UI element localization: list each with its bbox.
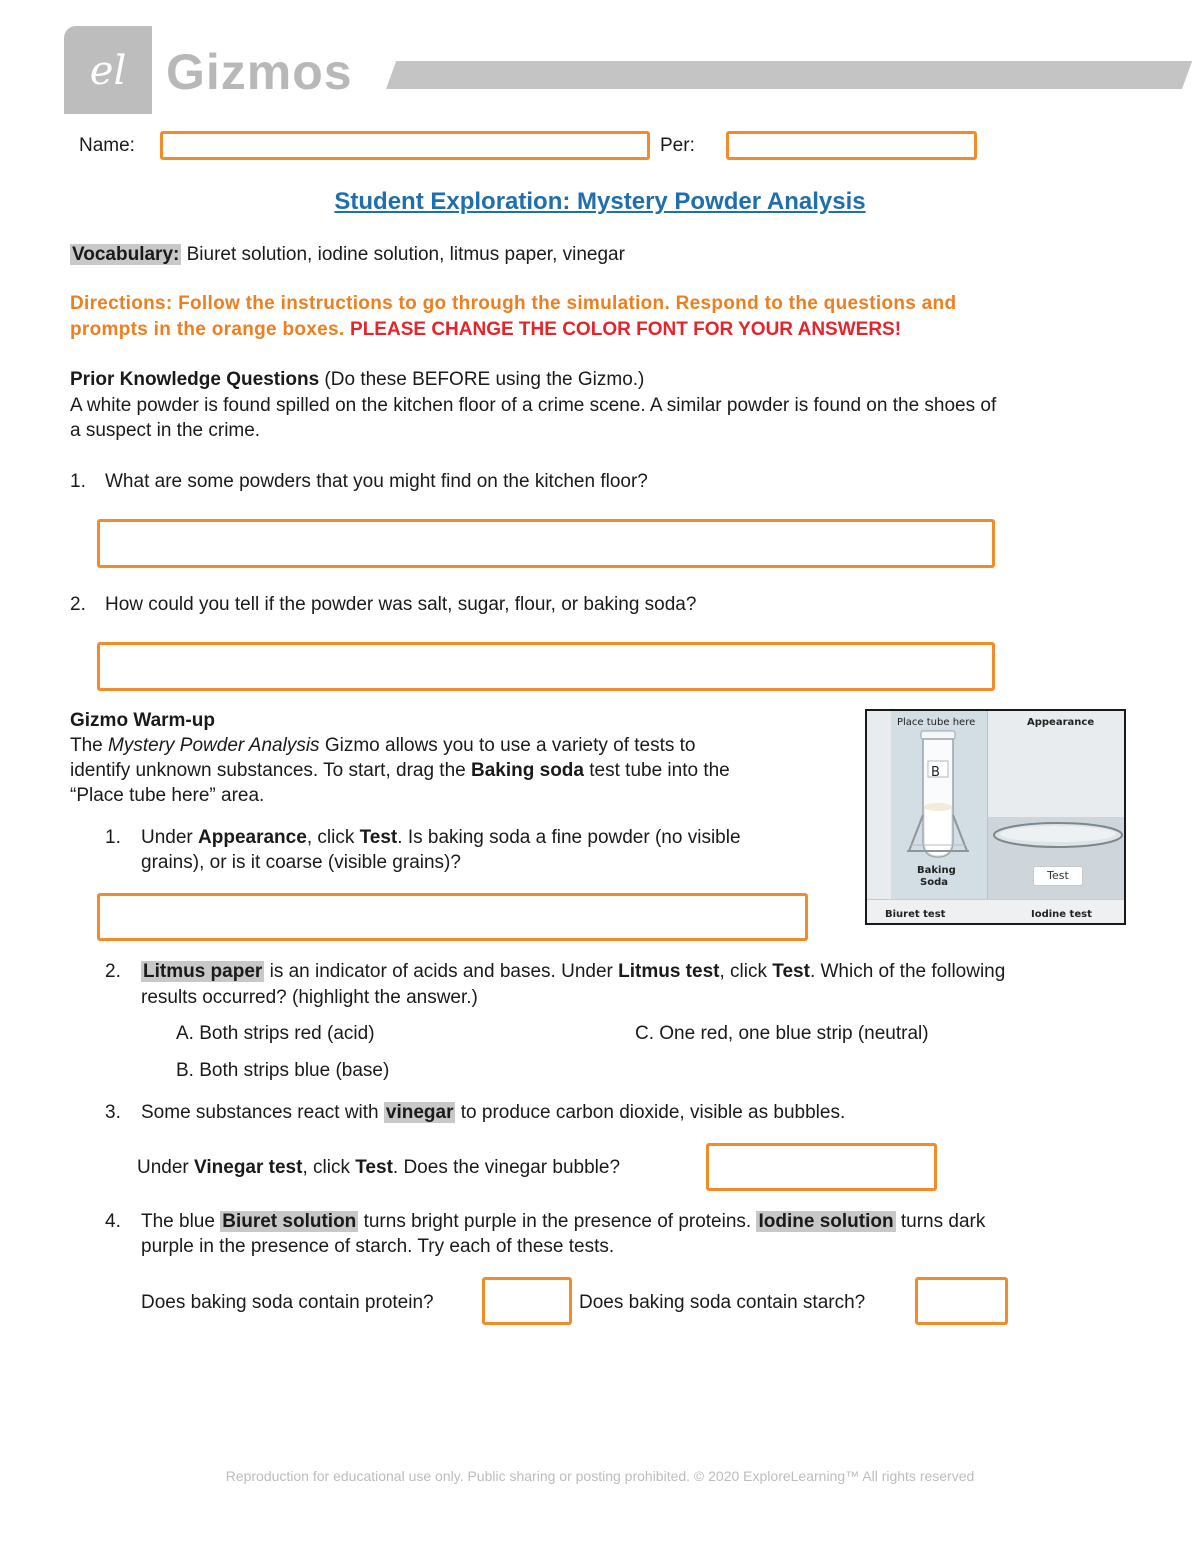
warmup-intro-line-1 <box>70 734 696 758</box>
warmup-intro-text: test tube into the <box>583 760 730 781</box>
litmus-paper-term: Litmus paper <box>143 961 263 982</box>
q2-text: , click <box>719 961 773 982</box>
warmup-intro-text: identify unknown substances. To start, drag the <box>70 760 471 781</box>
test-term: Test <box>355 1157 393 1178</box>
gizmo-screenshot <box>865 709 1126 925</box>
warmup-q3-line-2 <box>137 1156 620 1180</box>
test-term: Test <box>772 961 810 982</box>
directions-line-1: Directions: Follow the instructions to go through the simulation. Respond to the questions and <box>70 293 957 314</box>
name-field[interactable] <box>160 131 650 160</box>
q3-text: Some substances react with <box>141 1102 384 1123</box>
vinegar-answer-box[interactable] <box>706 1143 937 1191</box>
q3-text: to produce carbon dioxide, visible as bubbles. <box>455 1102 846 1123</box>
q4-text: turns dark <box>895 1211 986 1232</box>
baking-soda-term: Baking soda <box>471 760 584 781</box>
warmup-q3-line-1 <box>141 1101 845 1125</box>
q3-text: , click <box>302 1157 356 1178</box>
warmup-intro-line-3: “Place tube here” area. <box>70 785 265 806</box>
biuret-solution-term: Biuret solution <box>222 1211 357 1232</box>
tube-letter: B <box>931 765 940 780</box>
appearance-test-button[interactable]: Test <box>1033 866 1083 886</box>
per-field[interactable] <box>726 131 977 160</box>
vocabulary-terms: Biuret solution, iodine solution, litmus paper, vinegar <box>181 244 625 265</box>
warmup-intro-text: The <box>70 735 109 756</box>
protein-question: Does baking soda contain protein? <box>141 1292 434 1313</box>
name-label: Name: <box>79 135 135 156</box>
q3-text: . Does the vinegar bubble? <box>392 1157 621 1178</box>
warmup-q2-number: 2. <box>105 961 121 982</box>
warmup-intro-line-2 <box>70 759 730 783</box>
prior-knowledge-title: Prior Knowledge Questions <box>70 369 320 390</box>
iodine-solution-term: Iodine solution <box>758 1211 894 1232</box>
test-tube-icon <box>899 729 979 885</box>
prior-knowledge-heading <box>70 368 644 392</box>
q4-text: The blue <box>141 1211 221 1232</box>
page-title: Student Exploration: Mystery Powder Analysis <box>334 188 866 215</box>
warmup-q4-number: 4. <box>105 1211 121 1232</box>
prior-q1-number: 1. <box>70 471 86 492</box>
q1-text: Under <box>141 827 199 848</box>
warmup-q4-line-1 <box>141 1210 985 1234</box>
explorelearning-logo-icon <box>64 26 152 114</box>
per-label: Per: <box>660 135 695 156</box>
starch-answer-box[interactable] <box>915 1277 1008 1325</box>
directions-red-text: PLEASE CHANGE THE COLOR FONT FOR YOUR ANSWERS! <box>350 319 902 340</box>
prior-q2-answer-box[interactable] <box>97 642 995 691</box>
footer-copyright: Reproduction for educational use only. Public sharing or posting prohibited. © 2020 ExploreLearning™ All rights reserved <box>225 1468 975 1484</box>
warmup-intro-text: Gizmo allows you to use a variety of tests to <box>319 735 696 756</box>
warmup-heading: Gizmo Warm-up <box>70 710 215 731</box>
option-a[interactable]: A. Both strips red (acid) <box>176 1023 375 1044</box>
option-c[interactable]: C. One red, one blue strip (neutral) <box>635 1023 929 1044</box>
warmup-q1-line-2: grains), or is it coarse (visible grains)? <box>141 852 461 873</box>
starch-question: Does baking soda contain starch? <box>579 1292 866 1313</box>
logo-badge <box>64 26 152 114</box>
directions-orange-text: prompts in the orange boxes. <box>70 319 351 340</box>
warmup-q1-answer-box[interactable] <box>97 893 808 941</box>
q1-text: , click <box>306 827 360 848</box>
warmup-q3-number: 3. <box>105 1102 121 1123</box>
vocabulary-label: Vocabulary: <box>72 244 180 265</box>
q2-text: is an indicator of acids and bases. Under <box>264 961 619 982</box>
vinegar-test-term: Vinegar test <box>194 1157 303 1178</box>
biuret-test-label: Biuret test <box>885 909 946 920</box>
gizmos-brand: Gizmos <box>166 44 353 100</box>
litmus-test-term: Litmus test <box>618 961 720 982</box>
prior-q2-number: 2. <box>70 594 86 615</box>
warmup-q2-line-1 <box>141 960 1005 984</box>
tube-name-line-1: Baking <box>917 865 956 876</box>
warmup-q1-number: 1. <box>105 827 121 848</box>
place-tube-label: Place tube here <box>897 717 976 728</box>
prior-q1-answer-box[interactable] <box>97 519 995 568</box>
q1-text: . Is baking soda a fine powder (no visible <box>397 827 741 848</box>
dish-icon <box>991 819 1125 851</box>
figure-margin <box>867 711 891 899</box>
q3-text: Under <box>137 1157 195 1178</box>
iodine-test-label: Iodine test <box>1031 909 1092 920</box>
logo-glyph: el <box>89 48 127 94</box>
warmup-gizmo-name: Mystery Powder Analysis <box>108 735 320 756</box>
prior-intro-line-1: A white powder is found spilled on the kitchen floor of a crime scene. A similar powder is found on the shoes of <box>70 395 997 416</box>
vocabulary-line <box>70 243 625 267</box>
warmup-q2-line-2: results occurred? (highlight the answer.) <box>141 987 478 1008</box>
appearance-label: Appearance <box>1027 717 1095 728</box>
prior-q2-text: How could you tell if the powder was salt, sugar, flour, or baking soda? <box>105 594 697 615</box>
q2-text: . Which of the following <box>809 961 1006 982</box>
test-term: Test <box>359 827 398 848</box>
vinegar-term: vinegar <box>385 1102 454 1123</box>
tube-name-line-2: Soda <box>920 877 948 888</box>
option-b[interactable]: B. Both strips blue (base) <box>176 1060 390 1081</box>
appearance-term: Appearance <box>198 827 307 848</box>
prior-intro-line-2: a suspect in the crime. <box>70 420 261 441</box>
warmup-q1-line-1 <box>141 826 741 850</box>
prior-q1-text: What are some powders that you might find on the kitchen floor? <box>105 471 648 492</box>
q4-text: turns bright purple in the presence of proteins. <box>358 1211 757 1232</box>
directions-line-2 <box>70 318 901 342</box>
prior-knowledge-note: (Do these BEFORE using the Gizmo.) <box>319 369 645 390</box>
header-bar <box>386 61 1192 89</box>
protein-answer-box[interactable] <box>482 1277 572 1325</box>
warmup-q4-line-2: purple in the presence of starch. Try each of these tests. <box>141 1236 615 1257</box>
